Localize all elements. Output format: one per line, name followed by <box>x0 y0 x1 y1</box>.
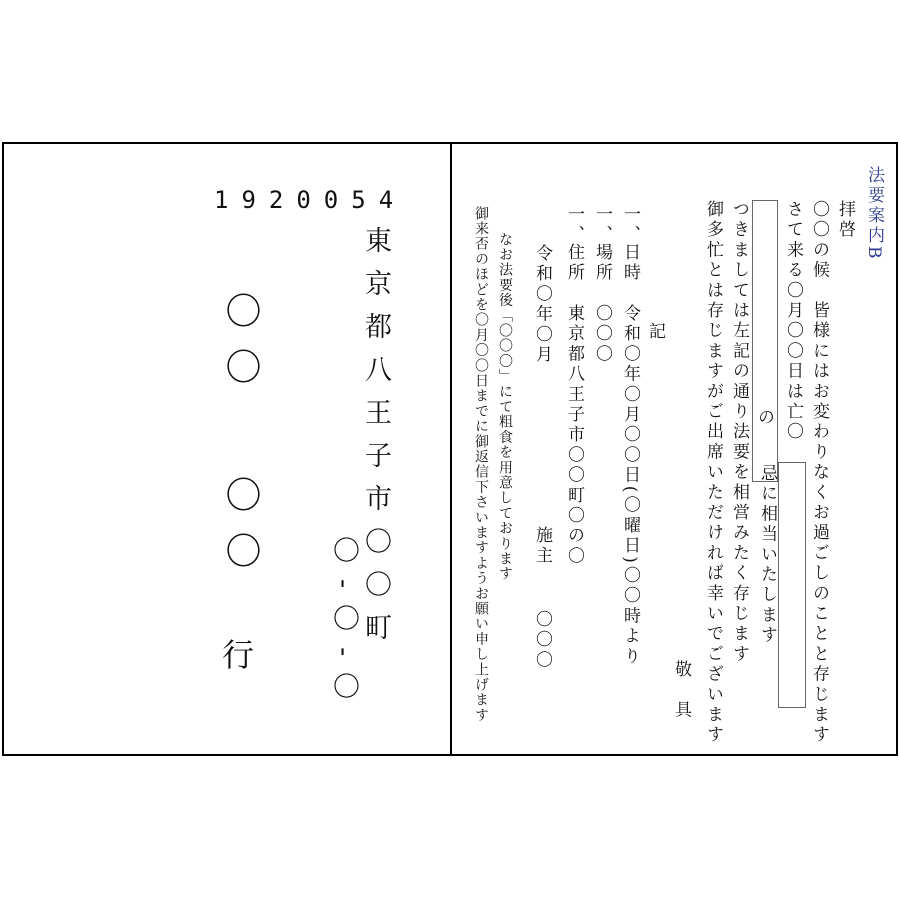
memorial-text: 忌に相当いたします <box>757 464 777 646</box>
letter-title: 法要案内B <box>864 166 884 262</box>
keigu-closing: 敬 具 <box>671 660 691 721</box>
center-divider <box>450 142 452 756</box>
letter-line-1: 拝啓 <box>835 200 855 241</box>
letter-line-3: さて来る〇月〇〇日は <box>783 200 803 402</box>
ki-heading: 記 <box>645 322 665 343</box>
letter-line-4: つきましては左記の通り法要を相営みたく存じます <box>729 200 749 665</box>
host-label: 施主 <box>532 526 552 567</box>
item-2-label: 場所 <box>592 243 612 284</box>
deceased-name: 亡〇 <box>783 402 803 443</box>
anniversary-box <box>752 200 778 482</box>
item-2-value: 〇〇〇 <box>592 304 612 365</box>
note-line-2: 御来否のほどを〇月〇〇日までに御返信下さいますようお願い申し上げます <box>473 206 489 723</box>
recipient-name-part2: 〇〇 <box>220 476 261 588</box>
item-2-prefix: 一、 <box>592 205 612 246</box>
host-name: 〇〇〇 <box>532 610 552 671</box>
deceased-name-box <box>778 462 806 708</box>
item-1-label: 日時 <box>620 243 640 284</box>
recipient-name-part1: 〇〇 <box>220 292 261 404</box>
item-1-prefix: 一、 <box>620 205 640 246</box>
address-line-1: 東京都八王子市〇〇町 <box>360 226 391 656</box>
letter-line-2: 〇〇の候 皆様にはお変わりなくお過ごしのことと存じます <box>809 200 829 746</box>
letter-line-5: 御多忙とは存じますがご出席いただければ幸いでございます <box>703 200 723 746</box>
postal-code: 1920054 <box>214 186 407 214</box>
date-line: 令和〇年〇月 <box>532 244 552 366</box>
item-3-value: 東京都八王子市〇〇町〇の〇 <box>564 304 584 567</box>
item-1-value: 令和〇年〇月〇〇日(〇曜日)〇〇時より <box>620 304 640 668</box>
item-3-label: 住所 <box>564 243 584 284</box>
address-line-2: 〇‐〇‐〇 <box>328 536 359 716</box>
note-line-1: なお法要後「〇〇〇」にて粗食を用意しております <box>497 232 513 582</box>
no-char: の <box>754 408 774 429</box>
item-3-prefix: 一、 <box>564 205 584 246</box>
recipient-suffix: 行 <box>222 636 255 674</box>
